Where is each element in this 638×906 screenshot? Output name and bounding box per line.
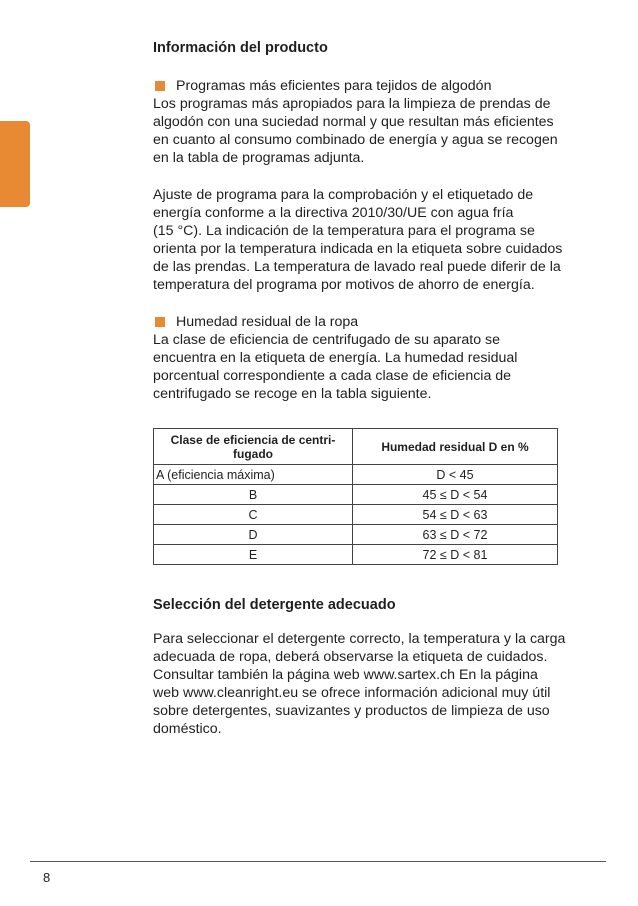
text-line: sobre detergentes, suavizantes y productos de limpieza de uso [153, 703, 550, 719]
bullet-square-icon [155, 81, 165, 91]
text-line: Los programas más apropiados para la limpieza de prendas de [153, 96, 551, 112]
table-row [154, 525, 558, 545]
text-line: Consultar también la página web www.sartex.ch En la página [153, 667, 538, 683]
table-cell-value: 54 ≤ D < 63 [353, 505, 558, 525]
chapter-tab [0, 121, 30, 207]
table-cell-class: B [154, 485, 353, 505]
text-line: temperatura del programa por motivos de ahorro de energía. [153, 277, 535, 293]
table-cell-value: 63 ≤ D < 72 [353, 525, 558, 545]
text-line: centrifugado se recoge en la tabla siguiente. [153, 386, 432, 402]
bullet-heading-text: Programas más eficientes para tejidos de algodón [176, 78, 492, 94]
paragraph-detergent [153, 630, 603, 738]
text-line: algodón con una suciedad normal y que resultan más eficientes [153, 114, 554, 130]
text-line: porcentual correspondiente a cada clase de eficiencia de [153, 368, 512, 384]
header-text-line: fugado [233, 446, 273, 461]
bullet-heading-text: Humedad residual de la ropa [176, 314, 359, 330]
text-line: adecuada de ropa, deberá observarse la etiqueta de cuidados. [153, 649, 548, 665]
text-line: de las prendas. La temperatura de lavado real puede diferir de la [153, 259, 561, 275]
text-line: web www.cleanright.eu se ofrece información adicional muy útil [153, 685, 551, 701]
text-line: (15 °C). La indicación de la temperatura para el programa se [153, 223, 535, 239]
paragraph-humidity [153, 331, 603, 403]
table-row [154, 505, 558, 525]
table-cell-class: D [154, 525, 353, 545]
text-line: en la tabla de programas adjunta. [153, 150, 365, 166]
bullet-square-icon [155, 317, 165, 327]
table-cell-class: C [154, 505, 353, 525]
table-cell-value: D < 45 [353, 465, 558, 485]
spin-efficiency-table [153, 428, 558, 565]
table-cell-value: 72 ≤ D < 81 [353, 545, 558, 565]
bullet-heading-cotton [153, 77, 603, 95]
section-title-detergent: Selección del detergente adecuado [153, 597, 396, 613]
table-header-row [154, 429, 558, 465]
page-number: 8 [43, 870, 51, 885]
text-line: orienta por la temperatura indicada en la etiqueta sobre cuidados [153, 241, 563, 257]
text-line: Ajuste de programa para la comprobación y el etiquetado de [153, 187, 534, 203]
text-line: Para seleccionar el detergente correcto, la temperatura y la carga [153, 631, 566, 647]
header-text-line: Clase de eficiencia de centri- [170, 432, 336, 447]
text-line: La clase de eficiencia de centrifugado de su aparato se [153, 332, 501, 348]
paragraph-cotton [153, 95, 603, 167]
table-row [154, 485, 558, 505]
table-cell-value: 45 ≤ D < 54 [353, 485, 558, 505]
table-cell-class: E [154, 545, 353, 565]
footer-divider [30, 861, 606, 862]
table-row [154, 465, 558, 485]
table-header-class [154, 429, 353, 465]
text-line: encuentra en la etiqueta de energía. La humedad residual [153, 350, 518, 366]
bullet-heading-humidity [153, 313, 603, 331]
text-line: en cuanto al consumo combinado de energía y agua se recogen [153, 132, 558, 148]
section-title-product-info: Información del producto [153, 40, 328, 56]
text-line: energía conforme a la directiva 2010/30/UE con agua fría [153, 205, 514, 221]
table-header-humidity: Humedad residual D en % [353, 429, 558, 465]
text-line: doméstico. [153, 721, 222, 737]
table-cell-class: A (eficiencia máxima) [154, 465, 353, 485]
table-row [154, 545, 558, 565]
paragraph-energy-label [153, 186, 603, 294]
